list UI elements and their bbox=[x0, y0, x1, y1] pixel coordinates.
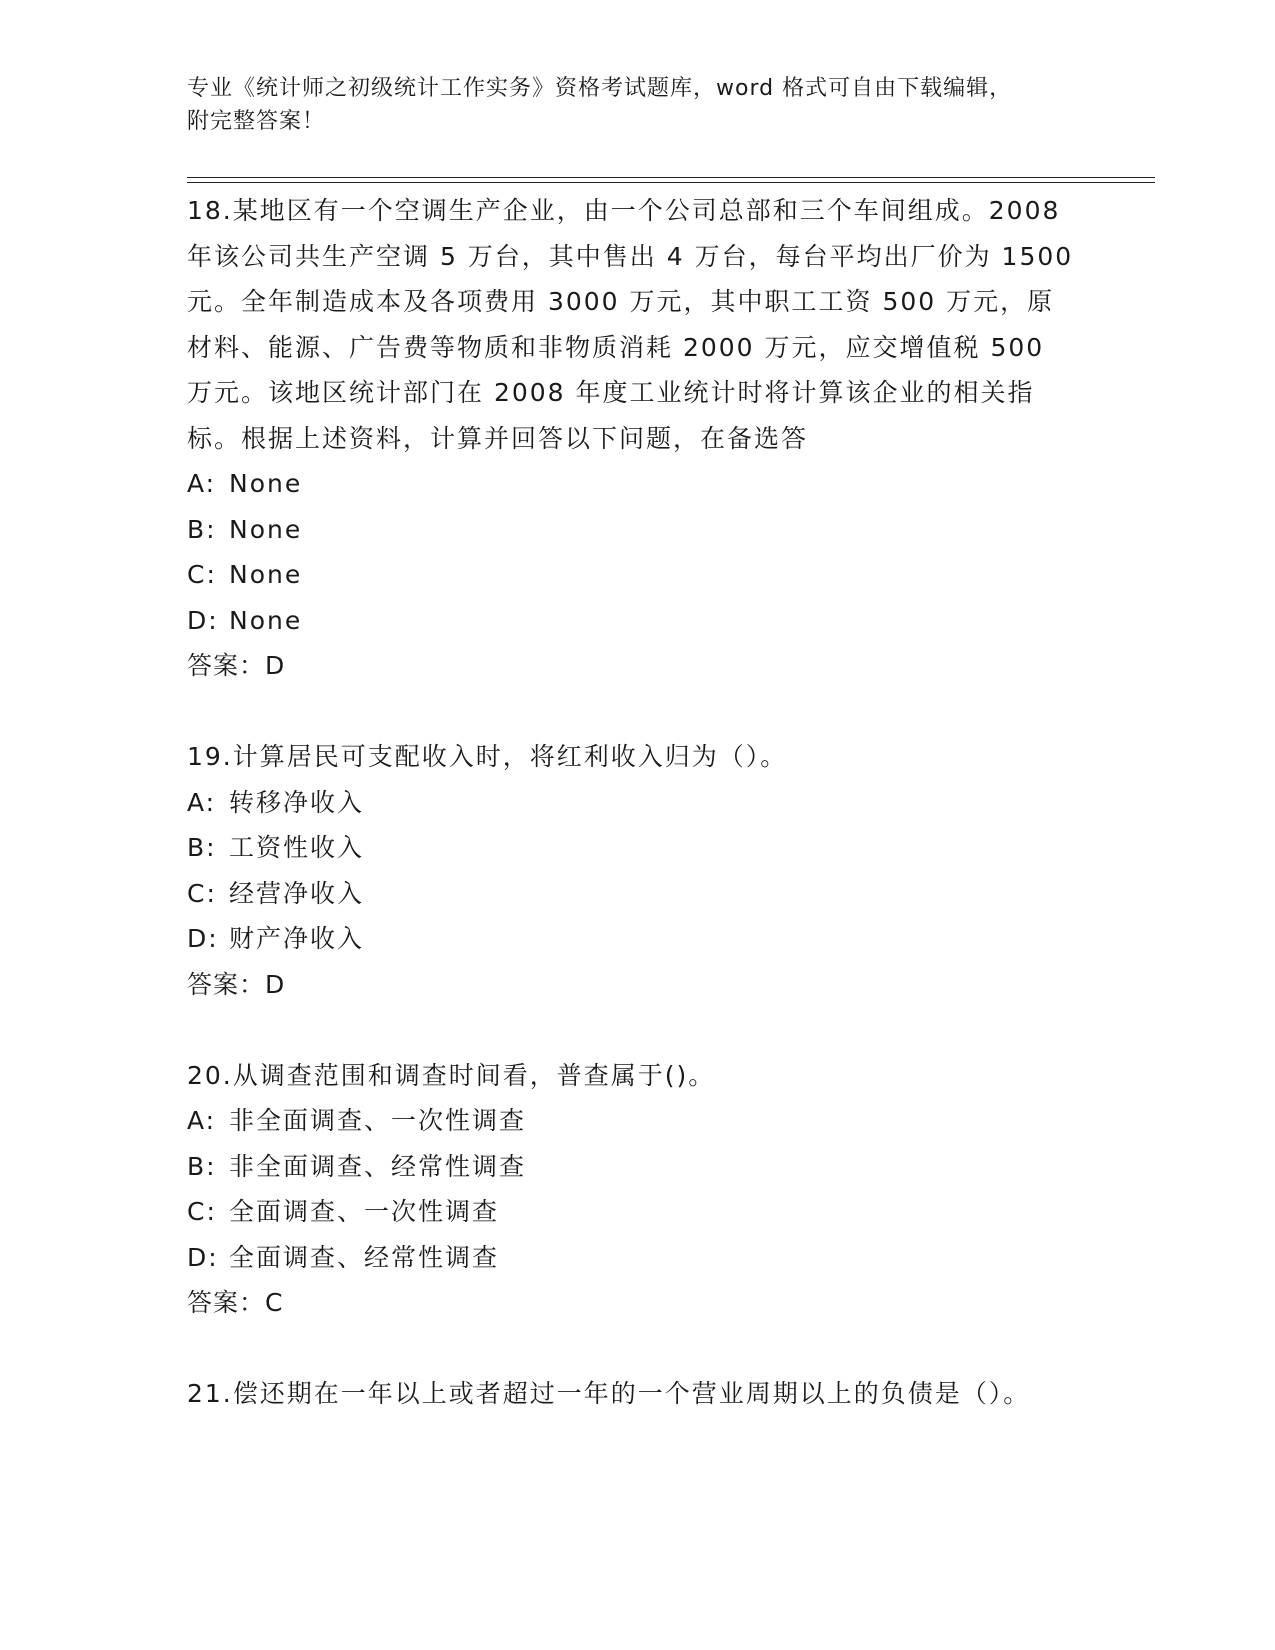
option-c: C: 全面调查、一次性调查 bbox=[187, 1197, 500, 1226]
option-b: B: 非全面调查、经常性调查 bbox=[187, 1151, 527, 1181]
option-a: A: None bbox=[187, 469, 303, 498]
header-line-1: 专业《统计师之初级统计工作实务》资格考试题库，word 格式可自由下载编辑， bbox=[187, 76, 1013, 101]
answer-line: 答案：D bbox=[187, 651, 286, 680]
question-block bbox=[187, 734, 1077, 1007]
question-block bbox=[187, 1053, 1077, 1326]
question-list bbox=[187, 188, 1077, 1417]
option-a: A: 非全面调查、一次性调查 bbox=[187, 1106, 527, 1135]
option-c: C: 经营净收入 bbox=[187, 878, 365, 908]
option-c: C: None bbox=[187, 560, 303, 589]
question-text: 21.偿还期在一年以上或者超过一年的一个营业周期以上的负债是（）。 bbox=[187, 1379, 1031, 1408]
question-text: 20.从调查范围和调查时间看，普查属于()。 bbox=[187, 1060, 716, 1090]
header-line-2: 附完整答案！ bbox=[187, 109, 326, 134]
question-block bbox=[187, 1371, 1077, 1417]
option-a: A: 转移净收入 bbox=[187, 787, 365, 817]
question-text: 18.某地区有一个空调生产企业，由一个公司总部和三个车间组成。2008 年该公司共生产空调 5 万台，其中售出 4 万台，每台平均出厂价为 1500 元。全年制造成本及各项费用 3000 万元，其中职工工资 500 万元，原材料、能源、广告费等物质和非物质消耗 2000 万元，应交增值税 500 万元。该地区统计部门在 2008 年度工业统计时将计算该企业的相关指标。根据上述资料，计算并回答以下问题，在备选答 bbox=[187, 196, 1074, 453]
question-text: 19.计算居民可支配收入时，将红利收入归为（）。 bbox=[187, 742, 788, 771]
option-b: B: None bbox=[187, 514, 303, 544]
header-divider-bottom bbox=[187, 182, 1155, 183]
answer-line: 答案：D bbox=[187, 969, 286, 999]
answer-line: 答案：C bbox=[187, 1288, 284, 1317]
option-d: D: 全面调查、经常性调查 bbox=[187, 1242, 500, 1272]
header-divider-top bbox=[187, 177, 1155, 178]
option-b: B: 工资性收入 bbox=[187, 833, 365, 862]
document-header bbox=[187, 72, 1087, 138]
option-d: D: None bbox=[187, 605, 303, 635]
option-d: D: 财产净收入 bbox=[187, 924, 365, 953]
question-block bbox=[187, 188, 1077, 689]
